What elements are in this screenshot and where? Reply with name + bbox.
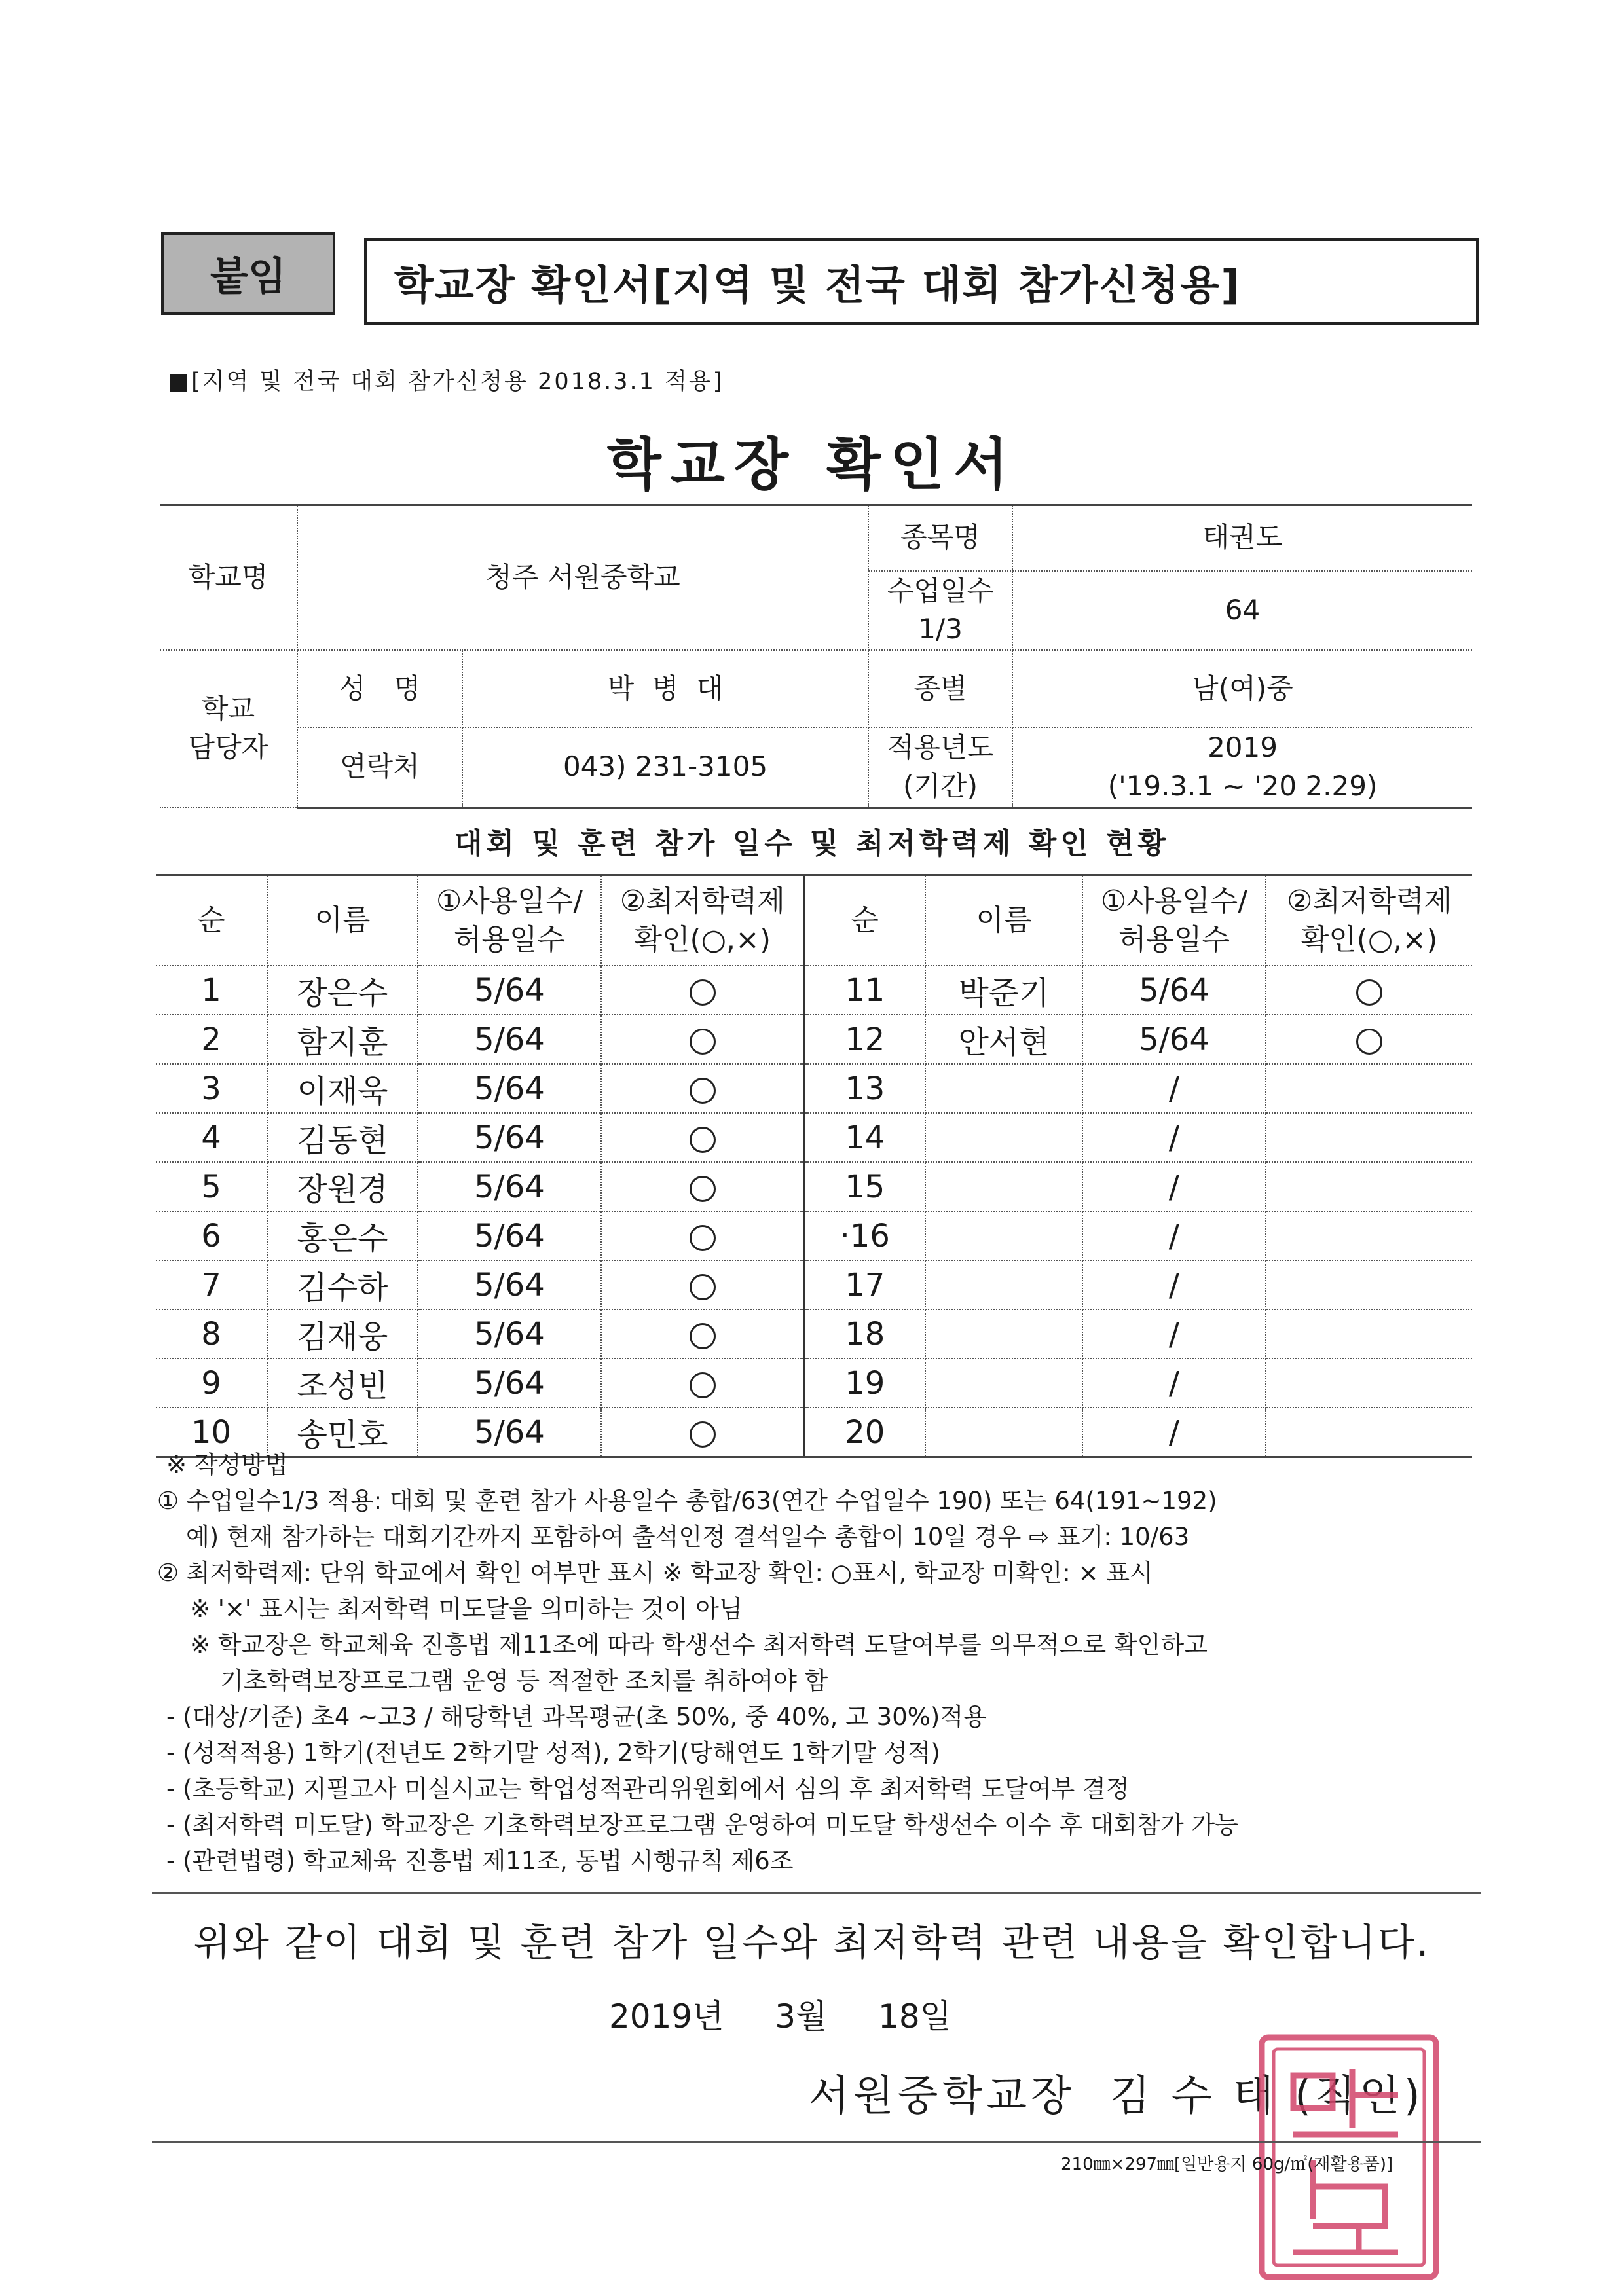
confirmation-text: 위와 같이 대회 및 훈련 참가 일수와 최저학력 관련 내용을 확인합니다.: [193, 1920, 1431, 1965]
row-days: 5/64: [418, 1211, 601, 1260]
divider: [152, 2141, 1481, 2143]
row-no: 15: [804, 1162, 925, 1211]
divider: [152, 1892, 1481, 1894]
circle-mark-icon: [690, 1274, 716, 1300]
row-check: [1266, 966, 1472, 1015]
row-no: 14: [804, 1113, 925, 1162]
school-label: 학교명: [160, 505, 297, 651]
header-no: 순: [804, 875, 925, 966]
header-title: 학교장 확인서[지역 및 전국 대회 참가신청용]: [364, 238, 1479, 325]
instruction-line: ② 최저학력제: 단위 학교에서 확인 여부만 표시 ※ 학교장 확인: ○표시, 학교장 미확인: × 표시: [157, 1559, 1153, 1587]
table-row: [156, 1113, 1472, 1162]
year-label: 적용년도 (기간): [868, 727, 1012, 807]
row-no: 2: [156, 1015, 267, 1064]
attachment-tag: 붙임: [161, 232, 335, 315]
circle-mark-icon: [690, 1225, 716, 1251]
year-value: 2019 ('19.3.1 ~ '20 2.29): [1012, 727, 1472, 807]
row-name: [925, 1211, 1082, 1260]
instruction-line: ※ '×' 표시는 최저학력 미도달을 의미하는 것이 아님: [190, 1595, 743, 1623]
circle-mark-icon: [690, 1078, 716, 1104]
row-check: [1266, 1260, 1472, 1309]
circle-mark-icon: [690, 1421, 716, 1448]
row-name: [925, 1162, 1082, 1211]
circle-mark-icon: [1356, 1029, 1382, 1055]
school-info-table: [160, 504, 1472, 809]
circle-mark-icon: [690, 1127, 716, 1153]
row-days: 5/64: [418, 1408, 601, 1457]
row-no: 10: [156, 1408, 267, 1457]
row-days: 5/64: [418, 1309, 601, 1358]
header-name: 이름: [925, 875, 1082, 966]
instruction-line: - (대상/기준) 초4 ~고3 / 해당학년 과목평균(초 50%, 중 40%, 고 30%)적용: [166, 1703, 987, 1731]
row-no: 9: [156, 1358, 267, 1408]
row-check: [1266, 1015, 1472, 1064]
header-check: ②최저학력제 확인(○,×): [601, 875, 804, 966]
row-days: 5/64: [1082, 966, 1266, 1015]
table-row: [156, 966, 1472, 1015]
row-name: 박준기: [925, 966, 1082, 1015]
row-no: 4: [156, 1113, 267, 1162]
row-days: /: [1082, 1260, 1266, 1309]
table-row: [156, 1064, 1472, 1113]
sport-label: 종목명: [868, 505, 1012, 571]
name-value: 박 병 대: [462, 650, 868, 727]
row-name: [925, 1358, 1082, 1408]
row-no: 19: [804, 1358, 925, 1408]
instruction-line: ① 수업일수1/3 적용: 대회 및 훈련 참가 사용일수 총합/63(연간 수업일수 190) 또는 64(191~192): [157, 1487, 1217, 1515]
category-value: 남(여)중: [1012, 650, 1472, 727]
header-days: ①사용일수/ 허용일수: [1082, 875, 1266, 966]
row-no: ·16: [804, 1211, 925, 1260]
table-row: [156, 1260, 1472, 1309]
row-name: 함지훈: [267, 1015, 418, 1064]
category-label: 종별: [868, 650, 1012, 727]
row-name: [925, 1064, 1082, 1113]
row-no: 11: [804, 966, 925, 1015]
header-days: ①사용일수/ 허용일수: [418, 875, 601, 966]
row-name: 송민호: [267, 1408, 418, 1457]
instruction-line: 예) 현재 참가하는 대회기간까지 포함하여 출석인정 결석일수 총합이 10일 경우 ⇨ 표기: 10/63: [186, 1523, 1190, 1551]
row-days: 5/64: [418, 966, 601, 1015]
row-check: [1266, 1113, 1472, 1162]
row-days: /: [1082, 1113, 1266, 1162]
row-name: [925, 1260, 1082, 1309]
row-no: 13: [804, 1064, 925, 1113]
row-check: [1266, 1162, 1472, 1211]
principal-signature: 서원중학교장 김 수 태 (직인): [809, 2072, 1424, 2121]
instruction-line: ※ 학교장은 학교체육 진흥법 제11조에 따라 학생선수 최저학력 도달여부를 의무적으로 확인하고: [190, 1631, 1208, 1659]
table-row: [156, 1015, 1472, 1064]
row-days: /: [1082, 1211, 1266, 1260]
instruction-line: ※ 작성방법: [166, 1451, 288, 1479]
row-no: 1: [156, 966, 267, 1015]
sport-value: 태권도: [1012, 505, 1472, 571]
circle-mark-icon: [690, 1372, 716, 1398]
row-days: 5/64: [418, 1162, 601, 1211]
row-name: [925, 1113, 1082, 1162]
row-check: [1266, 1211, 1472, 1260]
row-no: 18: [804, 1309, 925, 1358]
row-days: /: [1082, 1064, 1266, 1113]
row-name: 이재욱: [267, 1064, 418, 1113]
row-days: /: [1082, 1162, 1266, 1211]
row-name: 홍은수: [267, 1211, 418, 1260]
row-no: 17: [804, 1260, 925, 1309]
row-no: 20: [804, 1408, 925, 1457]
row-check: [601, 1064, 804, 1113]
row-days: 5/64: [418, 1260, 601, 1309]
name-label: 성 명: [297, 650, 462, 727]
row-name: 안서현: [925, 1015, 1082, 1064]
table-row: [156, 1162, 1472, 1211]
row-days: 5/64: [1082, 1015, 1266, 1064]
row-no: 7: [156, 1260, 267, 1309]
row-check: [1266, 1358, 1472, 1408]
row-check: [601, 1113, 804, 1162]
header-check: ②최저학력제 확인(○,×): [1266, 875, 1472, 966]
form-subtitle: ■[지역 및 전국 대회 참가신청용 2018.3.1 적용]: [168, 369, 724, 395]
row-check: [601, 1309, 804, 1358]
row-name: 김수하: [267, 1260, 418, 1309]
status-heading: 대회 및 훈련 참가 일수 및 최저학력제 확인 현황: [454, 827, 1170, 860]
row-no: 5: [156, 1162, 267, 1211]
row-days: /: [1082, 1358, 1266, 1408]
days-label: 수업일수 1/3: [868, 571, 1012, 651]
days-value: 64: [1012, 571, 1472, 651]
row-check: [601, 1358, 804, 1408]
contact-label: 연락처: [297, 727, 462, 807]
circle-mark-icon: [1356, 979, 1382, 1006]
row-no: 3: [156, 1064, 267, 1113]
header-no: 순: [156, 875, 267, 966]
row-no: 8: [156, 1309, 267, 1358]
paper-spec-note: 210㎜×297㎜[일반용지 60g/㎡(재활용품)]: [1061, 2155, 1393, 2174]
header-name: 이름: [267, 875, 418, 966]
instruction-line: - (최저학력 미도달) 학교장은 기초학력보장프로그램 운영하여 미도달 학생선수 이수 후 대회참가 가능: [166, 1811, 1239, 1839]
row-days: 5/64: [418, 1358, 601, 1408]
row-check: [601, 1015, 804, 1064]
row-name: 장은수: [267, 966, 418, 1015]
row-no: 12: [804, 1015, 925, 1064]
row-check: [1266, 1064, 1472, 1113]
row-days: 5/64: [418, 1015, 601, 1064]
circle-mark-icon: [690, 1323, 716, 1349]
row-name: 장원경: [267, 1162, 418, 1211]
contact-value: 043) 231-3105: [462, 727, 868, 807]
row-days: 5/64: [418, 1064, 601, 1113]
row-check: [1266, 1309, 1472, 1358]
participants-table: [156, 874, 1472, 1458]
row-name: 김재웅: [267, 1309, 418, 1358]
row-check: [601, 1211, 804, 1260]
row-days: /: [1082, 1309, 1266, 1358]
instruction-line: - (성적적용) 1학기(전년도 2학기말 성적), 2학기(당해연도 1학기말 성적): [166, 1739, 940, 1767]
school-value: 청주 서원중학교: [297, 505, 868, 651]
row-no: 6: [156, 1211, 267, 1260]
row-name: 김동현: [267, 1113, 418, 1162]
circle-mark-icon: [690, 1029, 716, 1055]
instructions: [157, 1447, 1480, 1879]
row-check: [601, 1162, 804, 1211]
document-title: 학교장 확인서: [606, 432, 1018, 498]
row-check: [601, 1260, 804, 1309]
row-name: 조성빈: [267, 1358, 418, 1408]
table-row: [156, 1358, 1472, 1408]
table-row: [156, 1309, 1472, 1358]
instruction-line: - (초등학교) 지필고사 미실시교는 학업성적관리위원회에서 심의 후 최저학력 도달여부 결정: [166, 1775, 1130, 1803]
manager-label: 학교 담당자: [160, 650, 297, 807]
table-row: [156, 1211, 1472, 1260]
issue-date: 2019년 3월 18일: [609, 1997, 951, 2035]
row-days: /: [1082, 1408, 1266, 1457]
circle-mark-icon: [690, 979, 716, 1006]
circle-mark-icon: [690, 1176, 716, 1202]
row-name: [925, 1309, 1082, 1358]
row-check: [601, 966, 804, 1015]
instruction-line: - (관련법령) 학교체육 진흥법 제11조, 동법 시행규칙 제6조: [166, 1847, 794, 1875]
instruction-line: 기초학력보장프로그램 운영 등 적절한 조치를 취하여야 함: [220, 1667, 828, 1695]
row-days: 5/64: [418, 1113, 601, 1162]
participants-body: [156, 966, 1472, 1457]
